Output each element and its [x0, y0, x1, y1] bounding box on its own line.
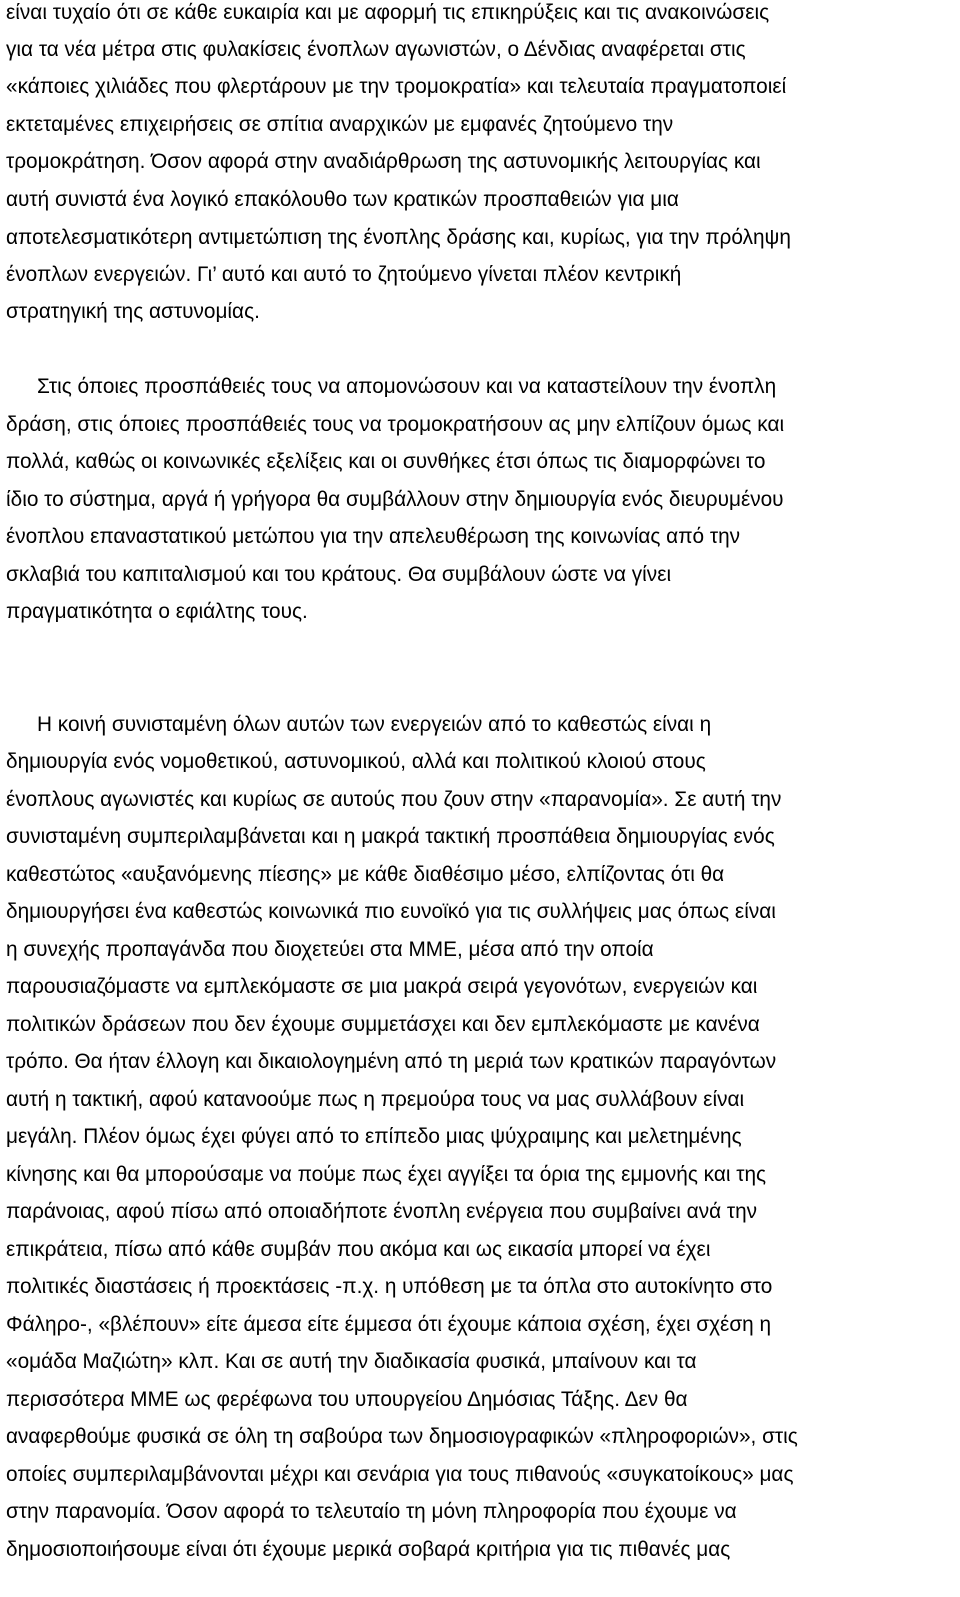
- paragraph-line: ένοπλου επαναστατικού μετώπου για την απελευθέρωση της κοινωνίας από την: [6, 525, 741, 548]
- paragraph-line: τρομοκράτηση. Όσον αφορά στην αναδιάρθρωση της αστυνομικής λειτουργίας και: [6, 150, 761, 173]
- paragraph-line: Στις όποιες προσπάθειές τους να απομονώσουν και να καταστείλουν την ένοπλη: [37, 375, 777, 398]
- paragraph-line: οποίες συμπεριλαμβάνονται μέχρι και σενάρια για τους πιθανούς «συγκατοίκους» μας: [6, 1463, 794, 1486]
- paragraph-line: παράνοιας, αφού πίσω από οποιαδήποτε ένοπλη ενέργεια που συμβαίνει ανά την: [6, 1200, 758, 1223]
- paragraph-line: συνισταμένη συμπεριλαμβάνεται και η μακρά τακτική προσπάθεια δημιουργίας ενός: [6, 825, 775, 848]
- paragraph-line: αναφερθούμε φυσικά σε όλη τη σαβούρα των δημοσιογραφικών «πληροφοριών», στις: [6, 1425, 798, 1448]
- paragraph-line: πολιτικών δράσεων που δεν έχουμε συμμετάσχει και δεν εμπλεκόμαστε με κανένα: [6, 1013, 760, 1036]
- paragraph-line: μεγάλη. Πλέον όμως έχει φύγει από το επίπεδο μιας ψύχραιμης και μελετημένης: [6, 1125, 742, 1148]
- paragraph-line: ίδιο το σύστημα, αργά ή γρήγορα θα συμβάλλουν στην δημιουργία ενός διευρυμένου: [6, 488, 784, 511]
- paragraph-line: εκτεταμένες επιχειρήσεις σε σπίτια αναρχικών με εμφανές ζητούμενο την: [6, 113, 674, 136]
- paragraph-line: αυτή η τακτική, αφού κατανοούμε πως η πρεμούρα τους να μας συλλάβουν είναι: [6, 1088, 745, 1111]
- paragraph-line: κίνησης και θα μπορούσαμε να πούμε πως έχει αγγίξει τα όρια της εμμονής και της: [6, 1163, 767, 1186]
- paragraph-line: δημιουργήσει ένα καθεστώς κοινωνικά πιο ευνοϊκό για τις συλλήψεις μας όπως είναι: [6, 900, 776, 923]
- paragraph-line: ένοπλων ενεργειών. Γι’ αυτό και αυτό το ζητούμενο γίνεται πλέον κεντρική: [6, 263, 682, 286]
- paragraph-line: σκλαβιά του καπιταλισμού και του κράτους. Θα συμβάλουν ώστε να γίνει: [6, 563, 672, 586]
- paragraph-line: παρουσιαζόμαστε να εμπλεκόμαστε σε μια μακρά σειρά γεγονότων, ενεργειών και: [6, 975, 758, 998]
- paragraph-line: Η κοινή συνισταμένη όλων αυτών των ενεργειών από το καθεστώς είναι η: [37, 713, 712, 736]
- paragraph-line: στην παρανομία. Όσον αφορά το τελευταίο τη μόνη πληροφορία που έχουμε να: [6, 1500, 737, 1523]
- paragraph-line: δημιουργία ενός νομοθετικού, αστυνομικού, αλλά και πολιτικού κλοιού στους: [6, 750, 706, 773]
- paragraph-line: Φάληρο-, «βλέπουν» είτε άμεσα είτε έμμεσα ότι έχουμε κάποια σχέση, έχει σχέση η: [6, 1313, 772, 1336]
- paragraph-line: επικράτεια, πίσω από κάθε συμβάν που ακόμα και ως εικασία μπορεί να έχει: [6, 1238, 711, 1261]
- paragraph-line: για τα νέα μέτρα στις φυλακίσεις ένοπλων αγωνιστών, ο Δένδιας αναφέρεται στις: [6, 38, 746, 61]
- paragraph-line: «κάποιες χιλιάδες που φλερτάρουν με την τρομοκρατία» και τελευταία πραγματοποιεί: [6, 75, 787, 98]
- paragraph-line: είναι τυχαίο ότι σε κάθε ευκαιρία και με αφορμή τις επικηρύξεις και τις ανακοινώσεις: [6, 1, 770, 24]
- paragraph-line: τρόπο. Θα ήταν έλλογη και δικαιολογημένη από τη μεριά των κρατικών παραγόντων: [6, 1050, 777, 1073]
- paragraph-line: «ομάδα Μαζιώτη» κλπ. Και σε αυτή την διαδικασία φυσικά, μπαίνουν και τα: [6, 1350, 697, 1373]
- paragraph-line: πολλά, καθώς οι κοινωνικές εξελίξεις και οι συνθήκες έτσι όπως τις διαμορφώνει το: [6, 450, 766, 473]
- paragraph-line: πραγματικότητα ο εφιάλτης τους.: [6, 600, 308, 623]
- paragraph-line: δράση, στις όποιες προσπάθειές τους να τρομοκρατήσουν ας μην ελπίζουν όμως και: [6, 413, 785, 436]
- paragraph-line: ένοπλους αγωνιστές και κυρίως σε αυτούς που ζουν στην «παρανομία». Σε αυτή την: [6, 788, 782, 811]
- paragraph-line: στρατηγική της αστυνομίας.: [6, 300, 260, 323]
- paragraph-line: η συνεχής προπαγάνδα που διοχετεύει στα ΜΜΕ, μέσα από την οποία: [6, 938, 654, 961]
- paragraph-line: δημοσιοποιήσουμε είναι ότι έχουμε μερικά σοβαρά κριτήρια για τις πιθανές μας: [6, 1538, 731, 1561]
- paragraph-line: πολιτικές διαστάσεις ή προεκτάσεις -π.χ. η υπόθεση με τα όπλα στο αυτοκίνητο στο: [6, 1275, 773, 1298]
- paragraph-line: αυτή συνιστά ένα λογικό επακόλουθο των κρατικών προσπαθειών για μια: [6, 188, 679, 211]
- paragraph-line: περισσότερα ΜΜΕ ως φερέφωνα του υπουργείου Δημόσιας Τάξης. Δεν θα: [6, 1388, 688, 1411]
- paragraph-line: αποτελεσματικότερη αντιμετώπιση της ένοπλης δράσης και, κυρίως, για την πρόληψη: [6, 226, 791, 249]
- paragraph-line: καθεστώτος «αυξανόμενης πίεσης» με κάθε διαθέσιμο μέσο, ελπίζοντας ότι θα: [6, 863, 725, 886]
